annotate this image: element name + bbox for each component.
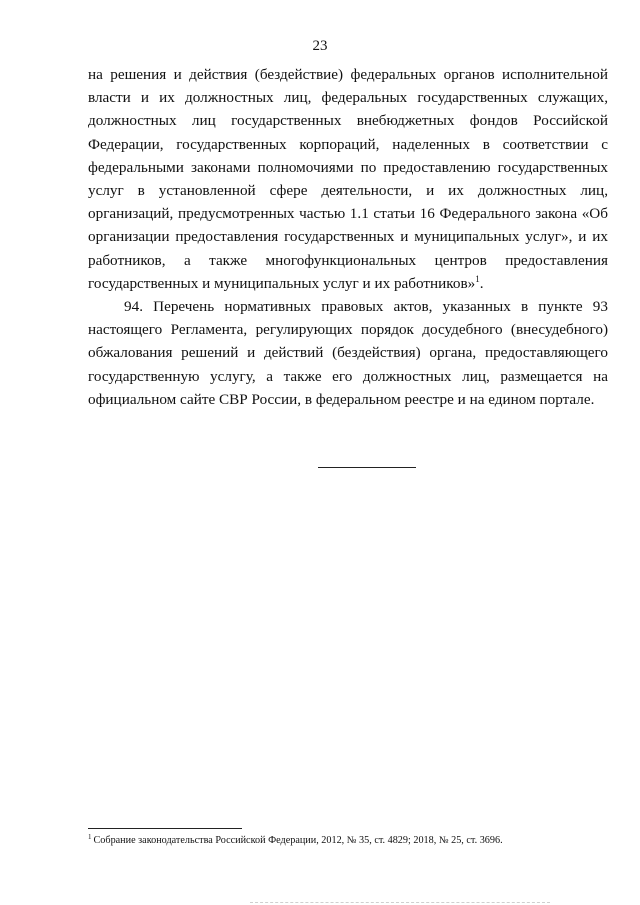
paragraph-continuation-text: на решения и действия (бездействие) федеральных органов исполнительной власти и их должностных лиц, федеральных государственных служащих, должностных лиц государственных внебюджетных фондов Российской Федерации, государственных корпораций, наделенных в соответствии с федеральными законами полномочиями по предоставлению государственных услуг в установленной сфере деятельности, и их должностных лиц, организаций, предусмотренных частью 1.1 статьи 16 Федерального закона «Об организации предоставления государственных и муниципальных услуг», и их работников, а также многофункциональных центров предоставления государственных и муниципальных услуг и их работников»: [88, 66, 608, 292]
footnote-separator: [88, 828, 242, 829]
paragraph-94: 94. Перечень нормативных правовых актов, указанных в пункте 93 настоящего Регламента, регулирующих порядок досудебного (внесудебного) обжалования решений и действий (бездействия) органа, предоставляющего государственную услугу, а также его должностных лиц, размещается на официальном сайте СВР России, в федеральном реестре и на едином портале.: [88, 298, 608, 408]
footnote-text: Собрание законодательства Российской Федерации, 2012, № 35, ст. 4829; 2018, № 25, ст. 3696.: [93, 835, 503, 846]
scan-edge-artifact: [250, 902, 550, 903]
page-number: 23: [312, 38, 328, 54]
footnote: [88, 834, 608, 847]
footnote-marker: 1: [88, 832, 92, 841]
paragraph-continuation: [88, 63, 608, 295]
body-text: [88, 63, 608, 411]
section-end-rule: [318, 467, 416, 468]
footnote-reference: 1: [475, 273, 480, 284]
paragraph-continuation-end: .: [479, 274, 484, 292]
